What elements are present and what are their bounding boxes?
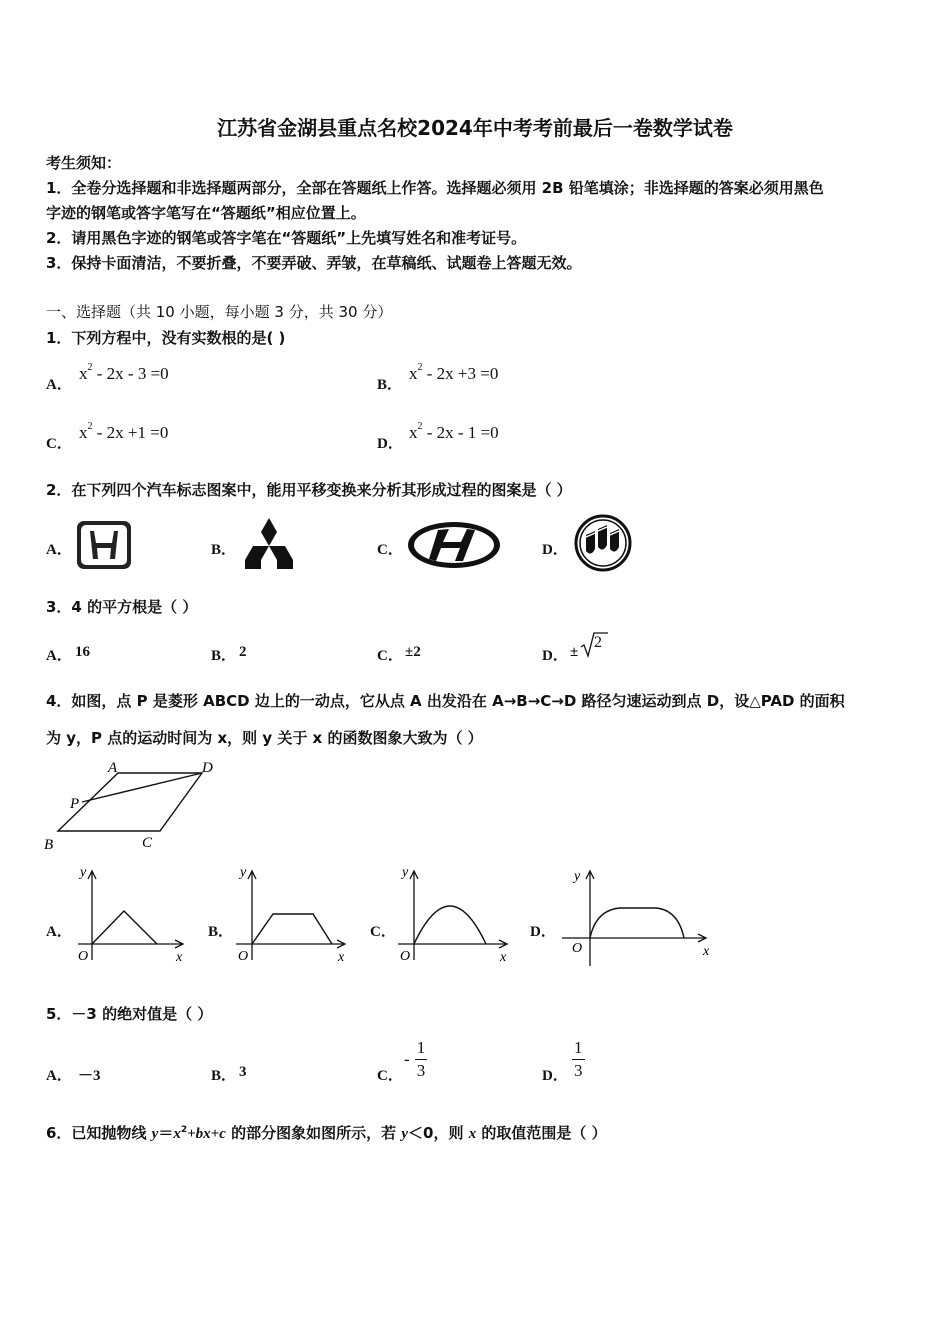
q1-option-b: $x^2 - 2x +3 =0$ (409, 362, 499, 383)
vertex-label-b: B (44, 837, 54, 853)
q4-graph-b (228, 860, 352, 968)
buick-logo-icon (572, 513, 634, 573)
axis-label-y: y (402, 865, 409, 880)
rhombus-shape (58, 773, 202, 831)
q1-option-c: $x^2 - 2x +1 =0$ (79, 421, 169, 442)
q1-option-a-label: A． (46, 377, 72, 393)
notice-line1b: 字迹的钢笔或答字笔写在“答题纸”相应位置上。 (46, 204, 366, 222)
vertex-label-p: P (70, 796, 80, 812)
q5-stem: 5．－3 的绝对值是（ ） (46, 1005, 213, 1023)
plus-minus-sign: ± (570, 644, 579, 660)
axis-label-y: y (80, 865, 87, 880)
q4-stem-line1: 4．如图，点 P 是菱形 ABCD 边上的一动点，它从点 A 出发沿在 A→B→C→D 路径匀速运动到点 D，设△PAD 的面积 (46, 692, 845, 710)
q4-graph-d (560, 862, 720, 970)
q1-option-b-label: B． (377, 377, 403, 393)
q1-stem: 1．下列方程中，没有实数根的是( ) (46, 329, 286, 347)
q5-option-b: 3 (239, 1064, 247, 1080)
q5-option-d (572, 1037, 585, 1082)
q2-option-b-label: B． (211, 542, 237, 558)
q6-stem: 6．已知抛物线 $y=x^2+bx+c$ 的部分图象如图所示，若 y＜0，则 x 的取值范围是（ ） (46, 1124, 607, 1142)
hyundai-logo-icon (405, 519, 503, 571)
mitsubishi-logo-icon (240, 517, 298, 571)
q3-option-c-label: C． (377, 648, 403, 664)
origin-label: O (572, 941, 583, 956)
page-title: 江苏省金湖县重点名校2024年中考考前最后一卷数学试卷 (217, 116, 733, 140)
q2-option-a-label: A． (46, 542, 72, 558)
sqrt-radicand: 2 (594, 634, 602, 651)
q4-option-d-label: D． (530, 924, 556, 940)
axis-label-y: y (574, 869, 581, 884)
q3-option-b: 2 (239, 644, 247, 660)
q2-stem: 2．在下列四个汽车标志图案中，能用平移变换来分析其形成过程的图案是（ ） (46, 481, 572, 499)
q1-option-d-label: D． (377, 436, 403, 452)
rhombus-figure (40, 755, 230, 855)
q3-option-d (570, 630, 610, 662)
q4-graph-a (68, 860, 192, 968)
q2-option-d-label: D． (542, 542, 568, 558)
notice-line2: 2．请用黑色字迹的钢笔或答字笔在“答题纸”上先填写姓名和准考证号。 (46, 229, 527, 247)
honda-logo-icon (75, 519, 133, 571)
q4-stem-line2: 为 y，P 点的运动时间为 x，则 y 关于 x 的函数图象大致为（ ） (46, 729, 483, 747)
q1-option-a: $x^2 - 2x - 3 =0$ (79, 362, 169, 383)
axis-label-x: x (500, 950, 507, 965)
q5-option-a-label: A． (46, 1068, 72, 1084)
q5-option-b-label: B． (211, 1068, 237, 1084)
fraction: $\frac{1}{3}$ (416, 1038, 426, 1080)
notice-heading: 考生须知： (46, 154, 122, 172)
axis-label-x: x (338, 950, 345, 965)
q2-option-c-label: C． (377, 542, 403, 558)
minus-sign: - (404, 1049, 410, 1069)
q5-option-d-label: D． (542, 1068, 568, 1084)
q3-option-b-label: B． (211, 648, 237, 664)
q5-option-c (404, 1037, 427, 1082)
q4-option-a-label: A． (46, 924, 72, 940)
axis-label-x: x (703, 944, 710, 959)
axis-label-y: y (240, 865, 247, 880)
origin-label: O (78, 949, 89, 964)
q3-stem: 3．4 的平方根是（ ） (46, 598, 198, 616)
fraction: $\frac{1}{3}$ (574, 1038, 583, 1080)
q1-option-d: $x^2 - 2x - 1 =0$ (409, 421, 499, 442)
notice-line1a: 1．全卷分选择题和非选择题两部分，全部在答题纸上作答。选择题必须用 2B 铅笔填涂；非选择题的答案必须用黑色 (46, 179, 824, 197)
origin-label: O (238, 949, 249, 964)
vertex-label-c: C (142, 835, 153, 851)
q3-option-a-label: A． (46, 648, 72, 664)
q4-option-c-label: C． (370, 924, 396, 940)
vertex-label-a: A (108, 760, 118, 776)
q5-option-c-label: C． (377, 1068, 403, 1084)
q3-option-c: ±2 (405, 644, 421, 660)
q3-option-d-label: D． (542, 648, 568, 664)
q3-option-a: 16 (75, 644, 90, 660)
q5-option-a: －3 (78, 1068, 101, 1084)
axis-label-x: x (176, 950, 183, 965)
origin-label: O (400, 949, 411, 964)
q4-option-b-label: B． (208, 924, 234, 940)
q1-option-c-label: C． (46, 436, 72, 452)
vertex-label-d: D (202, 760, 213, 776)
q4-graph-c (390, 860, 514, 968)
notice-line3: 3．保持卡面清洁，不要折叠，不要弄破、弄皱，在草稿纸、试题卷上答题无效。 (46, 254, 582, 272)
section-heading: 一、选择题（共 10 小题，每小题 3 分，共 30 分） (46, 303, 393, 321)
